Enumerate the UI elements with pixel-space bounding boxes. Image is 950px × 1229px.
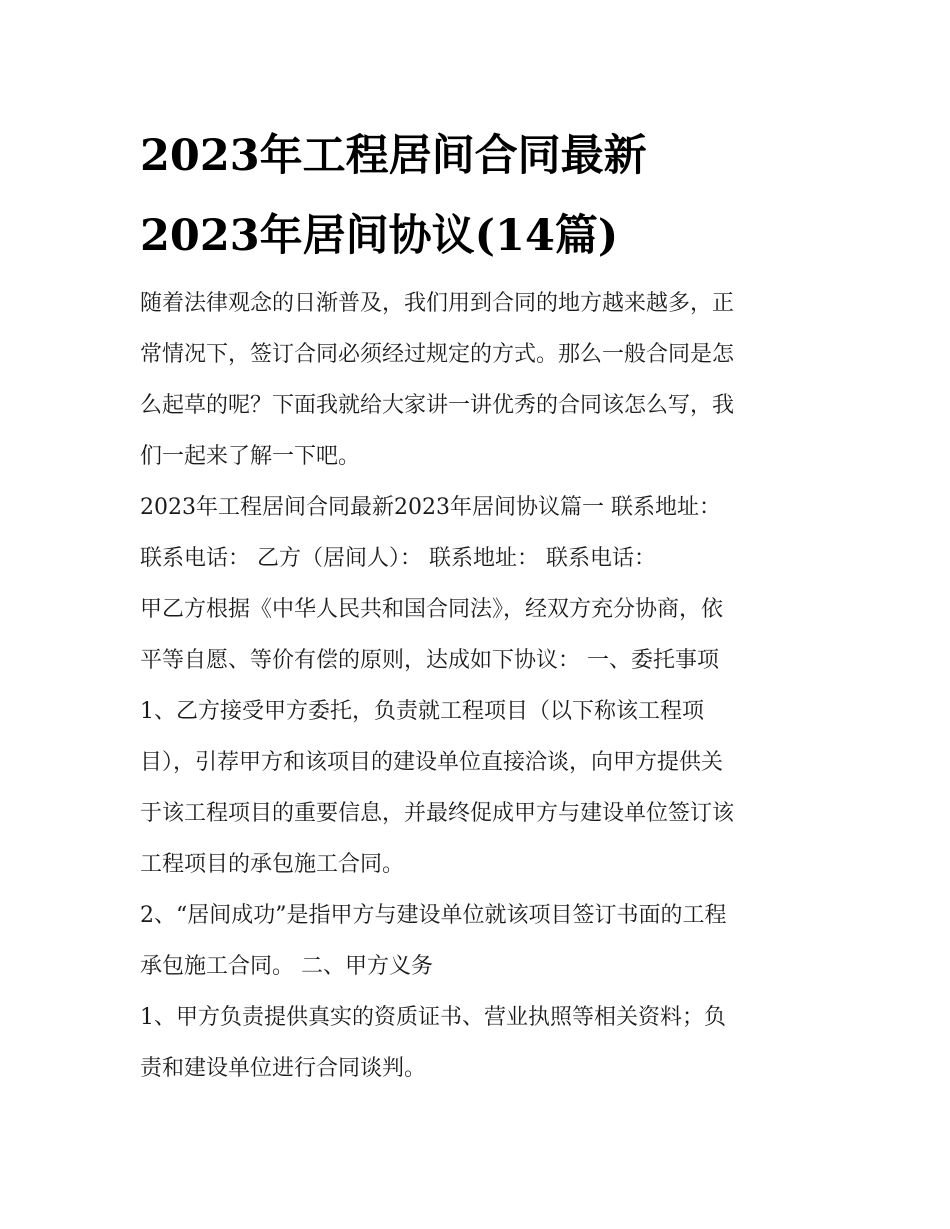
clause-paragraph xyxy=(140,890,820,992)
clause-paragraph xyxy=(140,992,820,1094)
text-line: 1、甲方负责提供真实的资质证书、营业执照等相关资料；负 xyxy=(140,1005,726,1030)
text-line: 目），引荐甲方和该项目的建设单位直接洽谈，向甲方提供关 xyxy=(140,750,724,775)
contract-header-paragraph xyxy=(140,482,820,686)
text-line: 工程项目的承包施工合同。 xyxy=(140,852,405,877)
text-line: 联系电话： 乙方（居间人）： 联系地址： 联系电话： xyxy=(140,546,656,571)
text-line: 么起草的呢？下面我就给大家讲一讲优秀的合同该怎么写，我 xyxy=(140,393,735,418)
document-title xyxy=(140,116,840,276)
text-line: 2023年工程居间合同最新2023年居间协议篇一 联系地址： xyxy=(140,495,721,520)
document-body xyxy=(140,278,820,1094)
text-line: 承包施工合同。 二、甲方义务 xyxy=(140,954,433,979)
text-line: 平等自愿、等价有偿的原则，达成如下协议： 一、委托事项 xyxy=(140,648,719,673)
text-line: 们一起来了解一下吧。 xyxy=(140,444,361,469)
intro-paragraph xyxy=(140,278,820,482)
title-line-1: 2023年工程居间合同最新 xyxy=(140,131,647,181)
text-line: 责和建设单位进行合同谈判。 xyxy=(140,1056,427,1081)
text-line: 甲乙方根据《中华人民共和国合同法》，经双方充分协商，依 xyxy=(140,597,724,622)
text-line: 2、“居间成功”是指甲方与建设单位就该项目签订书面的工程 xyxy=(140,903,727,928)
text-line: 于该工程项目的重要信息，并最终促成甲方与建设单位签订该 xyxy=(140,801,735,826)
title-line-2: 2023年居间协议(14篇) xyxy=(140,211,619,261)
text-line: 随着法律观念的日渐普及，我们用到合同的地方越来越多，正 xyxy=(140,291,735,316)
text-line: 常情况下，签订合同必须经过规定的方式。那么一般合同是怎 xyxy=(140,342,735,367)
clause-paragraph xyxy=(140,686,820,890)
text-line: 1、乙方接受甲方委托，负责就工程项目（以下称该工程项 xyxy=(140,699,704,724)
